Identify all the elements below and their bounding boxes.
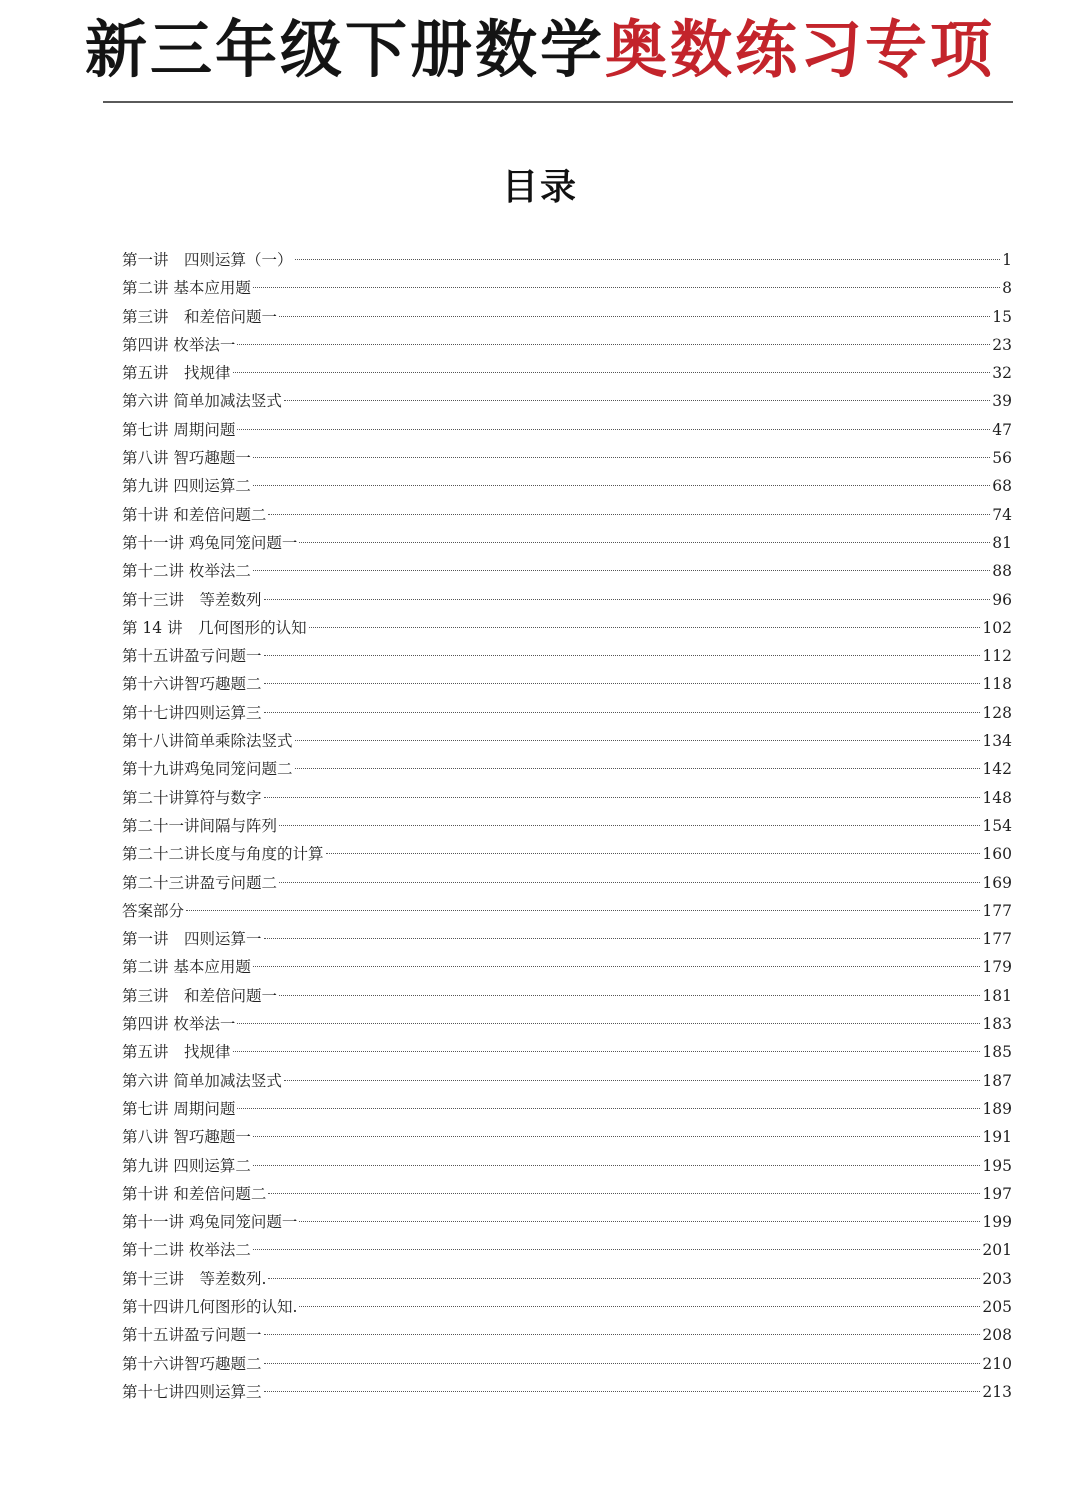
toc-entry-page-number: 81: [992, 533, 1012, 552]
toc-dot-leader: [233, 372, 991, 373]
toc-entry[interactable]: [122, 1180, 1012, 1208]
toc-dot-leader: [237, 1023, 980, 1024]
toc-dot-leader: [264, 655, 981, 656]
toc-entry-page-number: 88: [992, 562, 1012, 581]
toc-entry[interactable]: [122, 331, 1012, 359]
toc-entry-page-number: 181: [982, 986, 1012, 1005]
toc-entry[interactable]: [122, 586, 1012, 614]
toc-entry-label: 第十五讲盈亏问题一: [122, 1326, 262, 1345]
toc-entry[interactable]: [122, 699, 1012, 727]
toc-entry-label: 第九讲 四则运算二: [122, 477, 251, 496]
toc-dot-leader: [264, 599, 991, 600]
toc-entry-page-number: 160: [982, 845, 1012, 864]
toc-dot-leader: [264, 797, 981, 798]
toc-dot-leader: [299, 1221, 980, 1222]
toc-entry-label: 第二讲 基本应用题: [122, 958, 251, 977]
toc-entry-label: 第三讲 和差倍问题一: [122, 307, 278, 326]
toc-dot-leader: [295, 740, 981, 741]
document-banner-title: [0, 8, 1080, 92]
toc-entry-page-number: 177: [982, 930, 1012, 949]
toc-entry-page-number: 96: [992, 590, 1012, 609]
toc-dot-leader: [279, 825, 980, 826]
toc-dot-leader: [237, 1108, 980, 1109]
toc-entry-label: 第六讲 简单加减法竖式: [122, 392, 282, 411]
toc-entry-label: 第七讲 周期问题: [122, 1099, 236, 1118]
toc-entry[interactable]: [122, 1321, 1012, 1349]
toc-entry-label: 第七讲 周期问题: [122, 420, 236, 439]
toc-entry-page-number: 23: [992, 335, 1012, 354]
toc-dot-leader: [279, 316, 990, 317]
toc-entry-label: 第五讲 找规律: [122, 364, 231, 383]
toc-entry-label: 第九讲 四则运算二: [122, 1156, 251, 1175]
toc-entry-label: 第二十二讲长度与角度的计算: [122, 845, 324, 864]
toc-entry[interactable]: [122, 303, 1012, 331]
toc-dot-leader: [264, 1334, 981, 1335]
toc-entry-label: 第十七讲四则运算三: [122, 1382, 262, 1401]
toc-dot-leader: [253, 287, 1000, 288]
toc-entry-label: 第四讲 枚举法一: [122, 335, 236, 354]
toc-dot-leader: [253, 1165, 980, 1166]
toc-entry[interactable]: [122, 1095, 1012, 1123]
toc-entry[interactable]: [122, 925, 1012, 953]
toc-entry[interactable]: [122, 982, 1012, 1010]
toc-entry-label: 第五讲 找规律: [122, 1043, 231, 1062]
toc-entry-label: 第十五讲盈亏问题一: [122, 647, 262, 666]
toc-dot-leader: [268, 1278, 980, 1279]
toc-dot-leader: [253, 457, 990, 458]
toc-dot-leader: [253, 1136, 980, 1137]
toc-entry-label: 第十七讲四则运算三: [122, 703, 262, 722]
toc-dot-leader: [295, 768, 981, 769]
toc-entry-page-number: 134: [982, 732, 1012, 751]
toc-entry-page-number: 199: [982, 1213, 1012, 1232]
toc-entry-label: 第十二讲 枚举法二: [122, 1241, 251, 1260]
toc-entry[interactable]: [122, 1350, 1012, 1378]
toc-entry[interactable]: [122, 387, 1012, 415]
toc-entry-label: 答案部分: [122, 901, 185, 920]
toc-dot-leader: [233, 1051, 981, 1052]
toc-entry-label: 第十讲 和差倍问题二: [122, 1184, 267, 1203]
toc-dot-leader: [237, 344, 990, 345]
toc-entry-label: 第十八讲简单乘除法竖式: [122, 732, 293, 751]
toc-entry-label: 第一讲 四则运算（一）: [122, 251, 293, 269]
toc-entry-label: 第十二讲 枚举法二: [122, 562, 251, 581]
toc-entry[interactable]: [122, 416, 1012, 444]
toc-entry-label: 第二十讲算符与数字: [122, 788, 262, 807]
toc-entry-label: 第十六讲智巧趣题二: [122, 1354, 262, 1373]
toc-entry-page-number: 183: [982, 1015, 1012, 1034]
toc-entry[interactable]: [122, 755, 1012, 783]
toc-dot-leader: [309, 627, 981, 628]
toc-dot-leader: [253, 570, 990, 571]
toc-dot-leader: [237, 429, 990, 430]
toc-entry-page-number: 191: [982, 1128, 1012, 1147]
toc-entry[interactable]: [122, 444, 1012, 472]
toc-entry-page-number: 15: [992, 307, 1012, 326]
toc-entry[interactable]: [122, 529, 1012, 557]
toc-entry-page-number: 185: [982, 1043, 1012, 1062]
toc-entry-label: 第二讲 基本应用题: [122, 279, 251, 298]
toc-entry-page-number: 179: [982, 958, 1012, 977]
toc-dot-leader: [186, 910, 980, 911]
toc-entry-page-number: 169: [982, 873, 1012, 892]
toc-entry-page-number: 8: [1002, 279, 1012, 298]
toc-entry-page-number: 68: [992, 477, 1012, 496]
toc-entry-label: 第一讲 四则运算一: [122, 930, 262, 949]
header-divider: [103, 101, 1013, 103]
toc-entry[interactable]: [122, 274, 1012, 302]
toc-entry[interactable]: [122, 670, 1012, 698]
toc-entry[interactable]: [122, 614, 1012, 642]
toc-entry-page-number: 197: [982, 1184, 1012, 1203]
toc-entry[interactable]: [122, 501, 1012, 529]
toc-dot-leader: [253, 485, 990, 486]
toc-entry[interactable]: [122, 642, 1012, 670]
toc-entry-page-number: 205: [982, 1297, 1012, 1316]
toc-dot-leader: [253, 1249, 980, 1250]
toc-entry-page-number: 154: [982, 816, 1012, 835]
toc-entry-label: 第十三讲 等差数列: [122, 590, 262, 609]
toc-entry[interactable]: [122, 1208, 1012, 1236]
toc-dot-leader: [264, 683, 981, 684]
toc-entry[interactable]: [122, 1038, 1012, 1066]
toc-entry-page-number: 177: [982, 901, 1012, 920]
toc-dot-leader: [284, 400, 990, 401]
toc-entry[interactable]: [122, 1010, 1012, 1038]
toc-entry-page-number: 213: [982, 1382, 1012, 1401]
toc-entry-page-number: 208: [982, 1326, 1012, 1345]
toc-entry[interactable]: [122, 472, 1012, 500]
toc-entry[interactable]: [122, 246, 1012, 274]
toc-entry[interactable]: [122, 897, 1012, 925]
toc-entry[interactable]: [122, 1293, 1012, 1321]
toc-entry-page-number: 112: [982, 647, 1012, 666]
toc-entry-label: 第六讲 简单加减法竖式: [122, 1071, 282, 1090]
toc-dot-leader: [268, 1193, 980, 1194]
toc-entry-label: 第二十三讲盈亏问题二: [122, 873, 278, 892]
toc-entry-page-number: 1: [1002, 251, 1012, 269]
toc-entry[interactable]: [122, 557, 1012, 585]
toc-entry-page-number: 128: [982, 703, 1012, 722]
toc-entry-label: 第十讲 和差倍问题二: [122, 505, 267, 524]
toc-entry[interactable]: [122, 1123, 1012, 1151]
toc-dot-leader: [268, 514, 990, 515]
toc-dot-leader: [253, 966, 980, 967]
toc-dot-leader: [279, 882, 980, 883]
toc-entry-label: 第四讲 枚举法一: [122, 1015, 236, 1034]
toc-entry-label: 第 14 讲 几何图形的认知: [122, 618, 307, 637]
banner-title-grade: 新三年级下册数学: [84, 13, 605, 86]
toc-dot-leader: [264, 1391, 981, 1392]
toc-entry[interactable]: [122, 1067, 1012, 1095]
toc-entry-page-number: 102: [982, 618, 1012, 637]
toc-entry-page-number: 210: [982, 1354, 1012, 1373]
toc-entry-page-number: 203: [982, 1269, 1012, 1288]
toc-entry[interactable]: [122, 1152, 1012, 1180]
table-of-contents: [122, 246, 1012, 1406]
toc-entry[interactable]: [122, 784, 1012, 812]
toc-entry-label: 第十一讲 鸡兔同笼问题一: [122, 1213, 298, 1232]
toc-entry-page-number: 195: [982, 1156, 1012, 1175]
toc-dot-leader: [279, 995, 980, 996]
toc-entry[interactable]: [122, 359, 1012, 387]
toc-dot-leader: [299, 542, 990, 543]
toc-entry[interactable]: [122, 727, 1012, 755]
toc-entry-label: 第八讲 智巧趣题一: [122, 1128, 251, 1147]
toc-entry-label: 第二十一讲间隔与阵列: [122, 816, 278, 835]
toc-entry[interactable]: [122, 1378, 1012, 1406]
toc-entry-page-number: 142: [982, 760, 1012, 779]
toc-entry-page-number: 47: [992, 420, 1012, 439]
toc-entry-page-number: 32: [992, 364, 1012, 383]
toc-dot-leader: [295, 259, 1001, 260]
toc-entry-label: 第八讲 智巧趣题一: [122, 449, 251, 468]
toc-dot-leader: [299, 1306, 980, 1307]
toc-entry-page-number: 56: [992, 449, 1012, 468]
toc-entry-page-number: 201: [982, 1241, 1012, 1260]
toc-dot-leader: [326, 853, 981, 854]
toc-dot-leader: [264, 1363, 981, 1364]
toc-entry-label: 第十九讲鸡兔同笼问题二: [122, 760, 293, 779]
toc-entry[interactable]: [122, 953, 1012, 981]
toc-entry-page-number: 148: [982, 788, 1012, 807]
toc-entry-page-number: 74: [992, 505, 1012, 524]
banner-title-topic: 奥数练习专项: [605, 13, 996, 86]
toc-entry[interactable]: [122, 869, 1012, 897]
toc-entry[interactable]: [122, 812, 1012, 840]
toc-dot-leader: [284, 1080, 980, 1081]
toc-entry-page-number: 187: [982, 1071, 1012, 1090]
toc-entry-label: 第十三讲 等差数列.: [122, 1269, 267, 1288]
toc-entry-label: 第十一讲 鸡兔同笼问题一: [122, 533, 298, 552]
toc-entry[interactable]: [122, 840, 1012, 868]
toc-entry-page-number: 39: [992, 392, 1012, 411]
toc-dot-leader: [264, 712, 981, 713]
toc-dot-leader: [264, 938, 981, 939]
toc-entry-page-number: 118: [982, 675, 1012, 694]
toc-entry-label: 第三讲 和差倍问题一: [122, 986, 278, 1005]
toc-entry[interactable]: [122, 1265, 1012, 1293]
toc-entry-page-number: 189: [982, 1099, 1012, 1118]
toc-entry-label: 第十六讲智巧趣题二: [122, 675, 262, 694]
toc-entry-label: 第十四讲几何图形的认知.: [122, 1297, 298, 1316]
toc-heading: 目录: [501, 167, 578, 208]
toc-entry[interactable]: [122, 1236, 1012, 1264]
